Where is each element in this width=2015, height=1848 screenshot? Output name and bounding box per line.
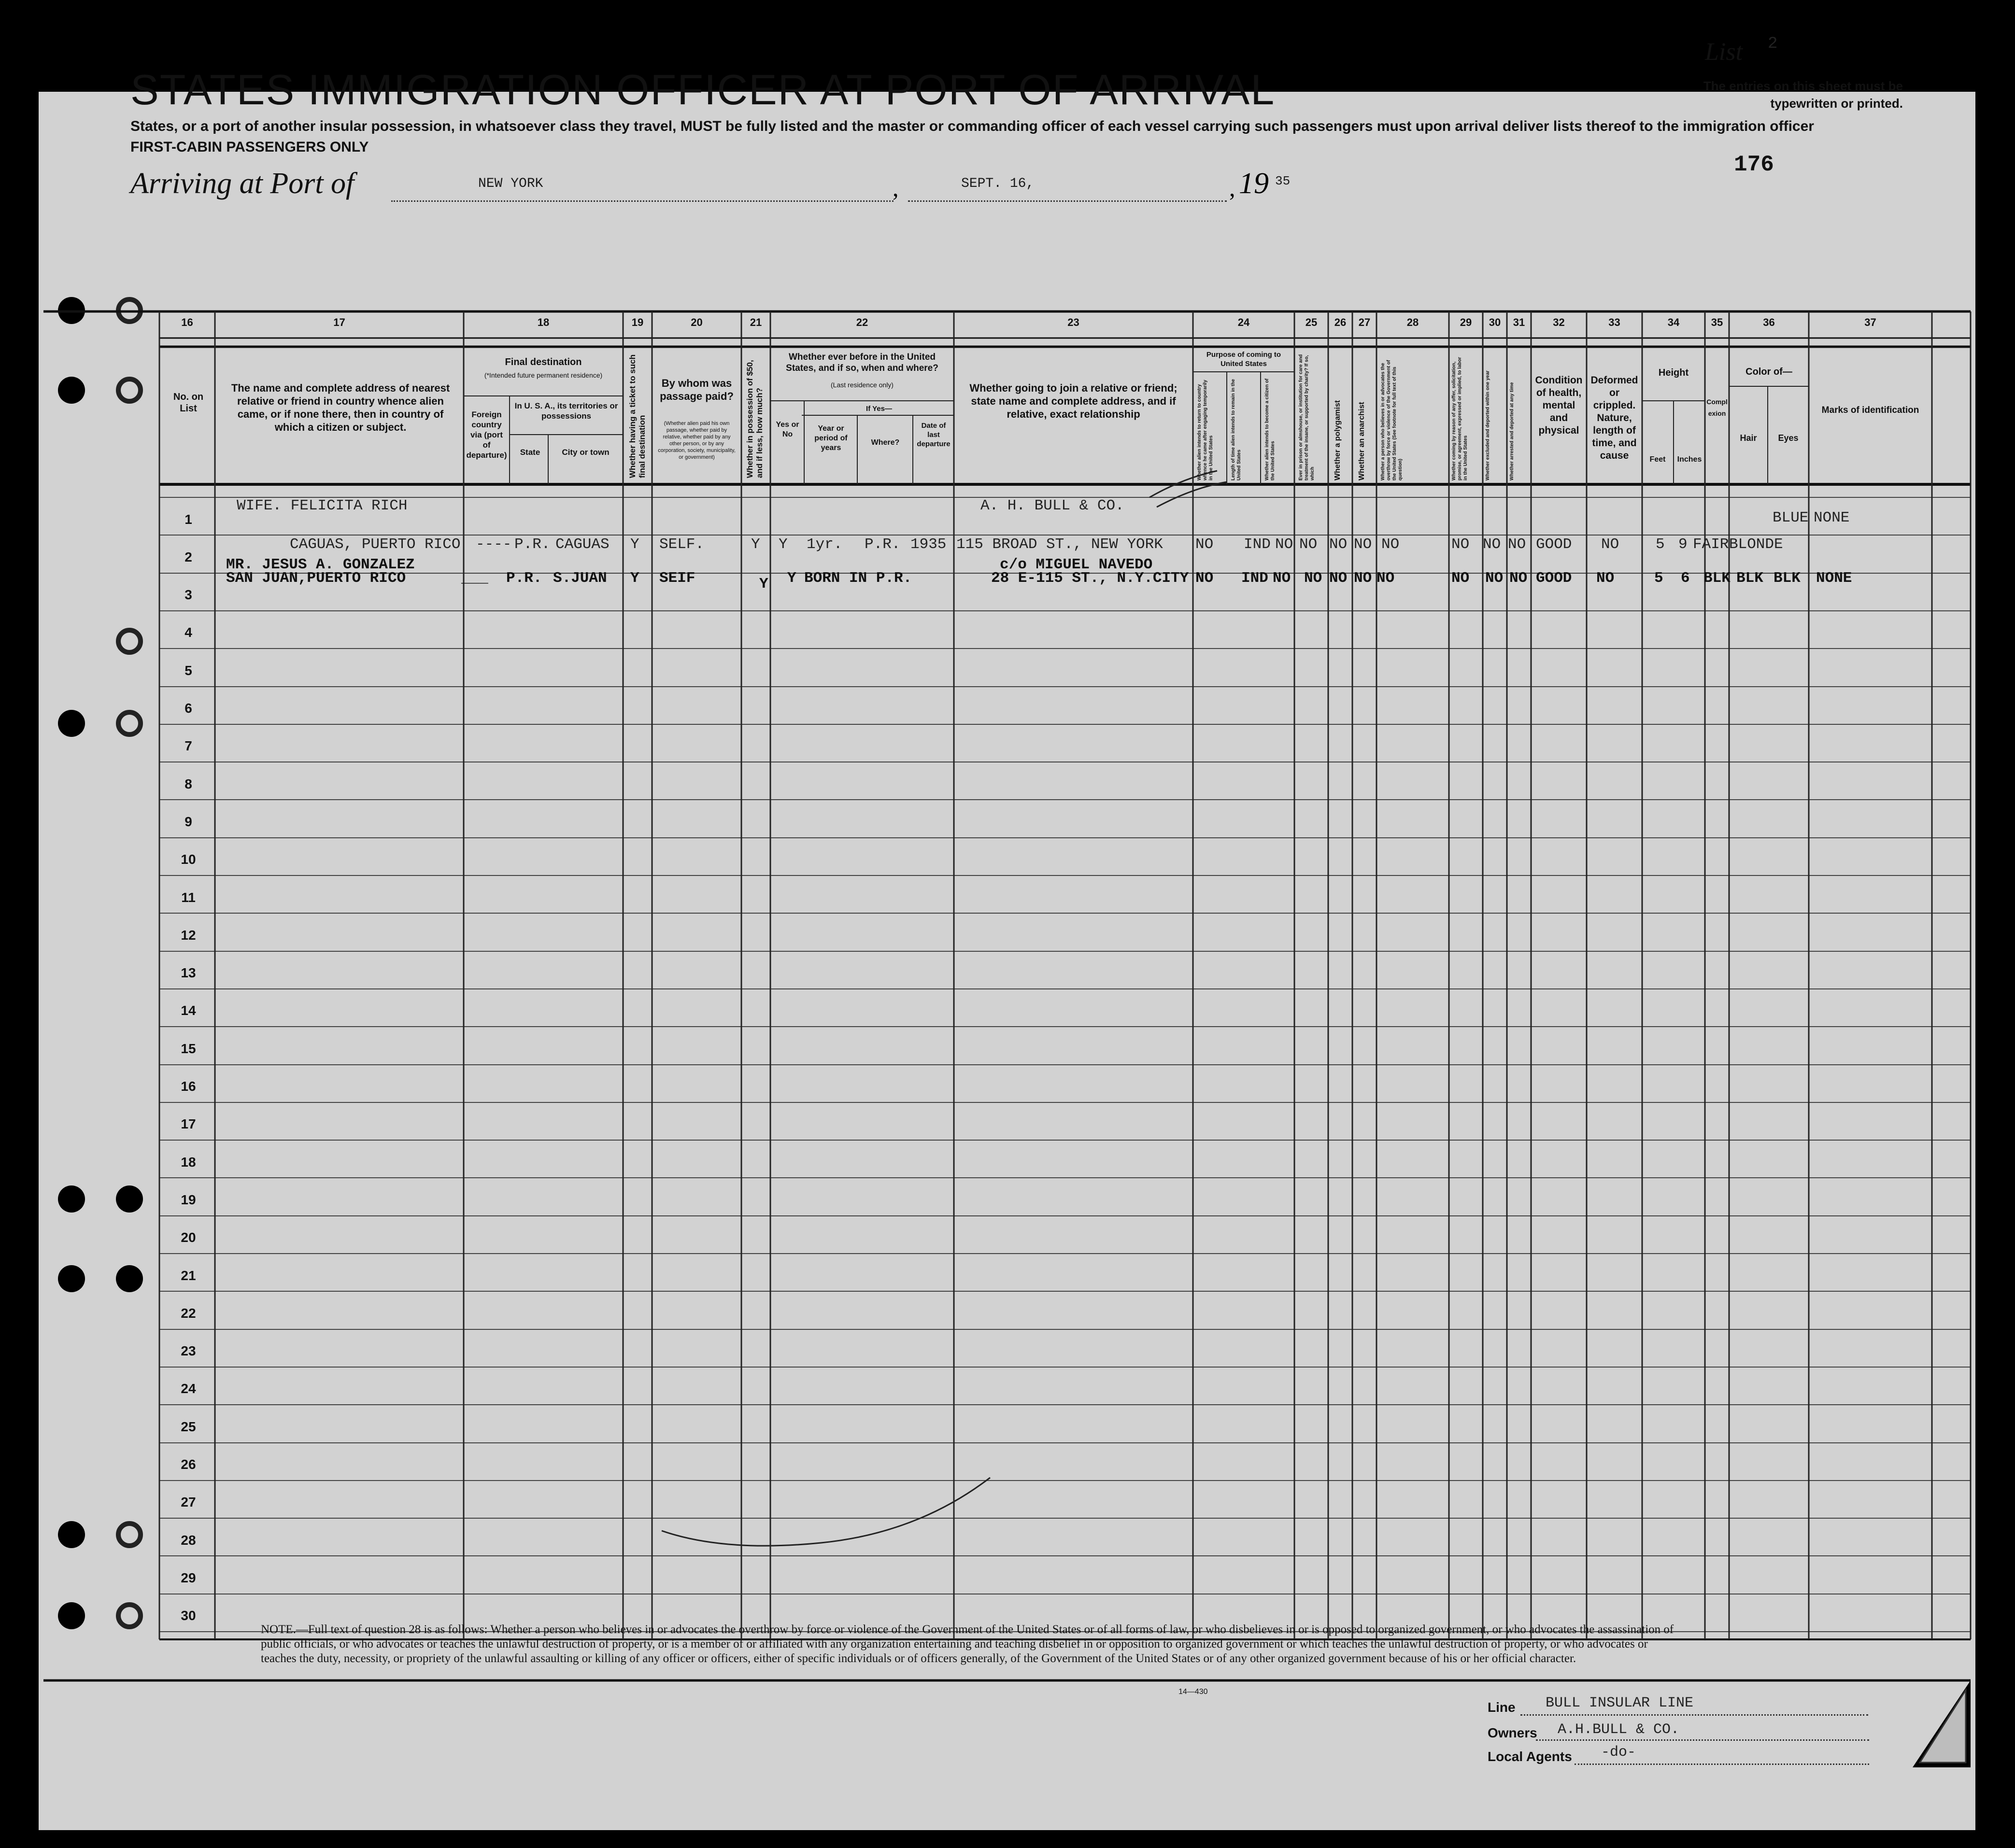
r1-city: CAGUAS xyxy=(555,536,610,553)
local-agents-value: -do- xyxy=(1601,1744,1636,1761)
row-number: 10 xyxy=(181,852,196,867)
r2-length-of-stay: IND xyxy=(1241,570,1268,587)
r1-relative-name: WIFE. FELICITA RICH xyxy=(237,497,408,514)
r1-anarchist: NO xyxy=(1354,536,1372,553)
r2-polygamist: NO xyxy=(1329,570,1348,587)
r2-intends-return: NO xyxy=(1195,570,1214,587)
row-number: 5 xyxy=(184,663,192,678)
col-number-33: 33 xyxy=(1608,316,1620,328)
header-passage-paid-sub: (Whether alien paid his own passage, whether paid by relative, whether paid by any other person, or by any corporation, society, municipality, or government) xyxy=(658,421,736,460)
header-nearest-relative: The name and complete address of nearest relative or friend in country whence alien came, or if none there, then in country of which a citizen or subject. xyxy=(231,382,450,433)
field-comma: , xyxy=(1229,174,1235,201)
header-where: Where? xyxy=(871,438,900,447)
owners-field xyxy=(1536,1737,1869,1741)
header-final-destination-sub: (*Intended future permanent residence) xyxy=(484,371,603,379)
page-title: STATES IMMIGRATION OFFICER AT PORT OF ARRIVAL xyxy=(130,66,1276,113)
header-deformed: Deformed or crippled. Nature, length of time, and cause xyxy=(1590,375,1638,461)
row-number: 14 xyxy=(181,1003,196,1018)
r1-intends-citizen: NO xyxy=(1275,536,1293,553)
r1-complexion: FAIR xyxy=(1693,536,1729,553)
r2-intends-citizen: NO xyxy=(1273,570,1291,587)
header-q31: Whether arrested and deported at any time xyxy=(1509,382,1515,480)
r2-q29: NO xyxy=(1451,570,1470,587)
r2-join-name: c/o MIGUEL NAVEDO xyxy=(1000,556,1153,573)
r1-marks: NONE xyxy=(1814,509,1850,526)
r1-hair: BLONDE xyxy=(1729,536,1783,553)
arriving-label: Arriving at Port of xyxy=(130,167,355,200)
row-number: 27 xyxy=(181,1495,196,1509)
r2-q30: NO xyxy=(1485,570,1504,587)
col-number-29: 29 xyxy=(1460,316,1472,328)
header-ticket: Whether having a ticket to such final destination xyxy=(628,354,647,478)
header-q30: Whether excluded and deported within one year xyxy=(1485,370,1490,480)
row-number: 8 xyxy=(184,776,192,791)
row-number: 26 xyxy=(181,1457,196,1472)
r2-q28: NO xyxy=(1376,570,1395,587)
r1-foreign-country: ---- xyxy=(476,536,512,553)
row-number: 13 xyxy=(181,965,196,980)
r2-eyes: BLK xyxy=(1774,570,1801,587)
col-number-24: 24 xyxy=(1237,316,1250,328)
r2-feet: 5 xyxy=(1654,570,1663,587)
r1-intends-return: NO xyxy=(1195,536,1214,553)
first-cabin-label: FIRST-CABIN PASSENGERS ONLY xyxy=(130,139,369,155)
header-foreign-country: Foreign country via (port of departure) xyxy=(466,410,507,460)
r2-relative-name: MR. JESUS A. GONZALEZ xyxy=(226,556,415,573)
row-number: 21 xyxy=(181,1268,196,1283)
r2-hair: BLK xyxy=(1736,570,1763,587)
header-anarchist: Whether an anarchist xyxy=(1358,402,1366,480)
sheet-number: 176 xyxy=(1734,152,1774,177)
header-last-residence: (Last residence only) xyxy=(831,381,894,389)
row-number: 19 xyxy=(181,1192,196,1207)
field-comma: , xyxy=(893,174,899,201)
date-field xyxy=(908,196,1227,202)
year-suffix: 35 xyxy=(1275,174,1291,188)
header-polygamist: Whether a polygamist xyxy=(1334,400,1342,480)
r2-foreign-country: ___ xyxy=(461,570,488,587)
header-date-departure: Date of last departure xyxy=(917,422,951,448)
intro-text: States, or a port of another insular possession, in whatsoever class they travel, MUST be fully listed and the master or commanding officer of each vessel carrying such passengers must upon arrival deliver lists thereof to the immigration officer xyxy=(130,118,1814,134)
col-number-25: 25 xyxy=(1305,316,1318,328)
r1-health: GOOD xyxy=(1536,536,1572,553)
list-number: 2 xyxy=(1768,35,1778,53)
row-number: 6 xyxy=(184,701,192,716)
year-prefix: 19 xyxy=(1239,167,1269,200)
row-number: 20 xyxy=(181,1230,196,1245)
col-number-34: 34 xyxy=(1667,316,1680,328)
row-number: 30 xyxy=(181,1608,196,1623)
header-intends-return: Whether alien intends to return to country whence he came after engaging temporarily in the United States xyxy=(1197,380,1214,480)
r2-complexion: BLK xyxy=(1703,570,1731,587)
row-number: 12 xyxy=(181,928,196,943)
header-marks: Marks of identification xyxy=(1821,405,1919,415)
col-number-31: 31 xyxy=(1513,316,1525,328)
header-q29: Whether coming by reason of any offer, solicitation, promise, or agreement, expressed or implied, to labor in the United States xyxy=(1451,357,1468,480)
row-number: 23 xyxy=(181,1343,196,1358)
r1-before: Y xyxy=(779,536,788,553)
r1-q29: NO xyxy=(1451,536,1470,553)
header-if-yes: If Yes— xyxy=(866,405,892,413)
row-number: 2 xyxy=(184,550,192,564)
r1-inches: 9 xyxy=(1678,536,1688,553)
r2-join-address: 28 E-115 ST., N.Y.CITY xyxy=(991,570,1189,587)
r1-deformed: NO xyxy=(1601,536,1619,553)
owners-label: Owners xyxy=(1488,1725,1537,1740)
r1-eyes: BLUE xyxy=(1773,509,1809,526)
r2-born-in: BORN IN P.R. xyxy=(804,570,912,587)
torn-corner xyxy=(1893,1680,1971,1767)
r1-passage-paid: SELF. xyxy=(659,536,705,553)
row-number: 1 xyxy=(184,512,192,527)
line-field xyxy=(1520,1712,1868,1716)
header-ever-before: Whether ever before in the United States, and if so, when and where? xyxy=(786,352,938,373)
col-number-26: 26 xyxy=(1334,316,1347,328)
header-fifty-dollars: Whether in possession of $50, and if less, how much? xyxy=(745,360,764,478)
row-number: 25 xyxy=(181,1419,196,1434)
line-label: Line xyxy=(1488,1700,1516,1715)
r2-before: Y xyxy=(787,570,796,587)
header-health: Condition of health, mental and physical xyxy=(1535,375,1583,436)
r1-prison: NO xyxy=(1299,536,1318,553)
header-year: Year or period of years xyxy=(814,424,848,452)
col-number-35: 35 xyxy=(1711,316,1723,328)
r2-health: GOOD xyxy=(1536,570,1572,587)
r1-polygamist: NO xyxy=(1329,536,1348,553)
header-state: State xyxy=(520,448,540,457)
col-number-21: 21 xyxy=(750,316,762,328)
list-label: List xyxy=(1705,38,1743,66)
header-length-of-time: Length of time alien intends to remain in the United States xyxy=(1231,379,1242,480)
col-number-17: 17 xyxy=(333,316,345,328)
col-number-37: 37 xyxy=(1864,316,1876,328)
form-number: 14—430 xyxy=(1178,1688,1208,1696)
r2-anarchist: NO xyxy=(1354,570,1372,587)
col-number-36: 36 xyxy=(1763,316,1775,328)
local-agents-label: Local Agents xyxy=(1488,1749,1572,1764)
r2-money: Y xyxy=(759,576,768,592)
r2-q31: NO xyxy=(1509,570,1528,587)
port-value: NEW YORK xyxy=(478,176,543,191)
header-intends-citizen: Whether alien intends to become a citizen of the United States xyxy=(1264,378,1276,480)
header-purpose: Purpose of coming to United States xyxy=(1206,351,1281,368)
typewritten-note: The entries on this sheet must be typewritten or printed. xyxy=(1703,79,1903,111)
header-hair: Hair xyxy=(1740,433,1757,443)
col-number-32: 32 xyxy=(1553,316,1565,328)
r1-where: P.R. xyxy=(865,536,901,553)
header-height: Height xyxy=(1658,367,1689,378)
r1-join-address: 115 BROAD ST., NEW YORK xyxy=(956,536,1163,553)
header-prison: Ever in prison or almshouse, or institution for care and treatment of the insane, or supported by charity? If so, which xyxy=(1298,354,1315,480)
col-number-20: 20 xyxy=(691,316,703,328)
owners-value: A.H.BULL & CO. xyxy=(1558,1721,1680,1738)
header-eyes: Eyes xyxy=(1778,433,1799,443)
header-feet: Feet xyxy=(1649,455,1666,464)
col-number-22: 22 xyxy=(856,316,868,328)
r2-deformed: NO xyxy=(1596,570,1615,587)
col-number-28: 28 xyxy=(1406,316,1419,328)
r2-prison: NO xyxy=(1304,570,1322,587)
header-q28: Whether a person who believes in or advocates the overthrow by force or violence of the Government of the United States (See footnote for full text of this question) xyxy=(1380,360,1403,480)
r2-inches: 6 xyxy=(1681,570,1690,587)
header-passage-paid: By whom was passage paid? xyxy=(660,377,734,402)
col-number-18: 18 xyxy=(537,316,550,328)
r2-passage-paid: SEIF xyxy=(659,570,695,587)
date-value: SEPT. 16, xyxy=(961,176,1035,191)
row-number: 15 xyxy=(181,1041,196,1056)
col-number-30: 30 xyxy=(1489,316,1501,328)
local-agents-field xyxy=(1575,1762,1869,1765)
row-number: 7 xyxy=(184,738,192,753)
r2-marks: NONE xyxy=(1816,570,1852,587)
r1-q28: NO xyxy=(1381,536,1400,553)
row-number: 17 xyxy=(181,1116,196,1131)
r1-q31: NO xyxy=(1508,536,1526,553)
r1-length-of-stay: IND xyxy=(1244,536,1271,553)
row-number: 11 xyxy=(181,890,196,905)
header-complexion: Complexion xyxy=(1706,398,1728,417)
col-number-27: 27 xyxy=(1358,316,1371,328)
port-field xyxy=(391,196,894,202)
header-yes-no: Yes or No xyxy=(776,421,799,438)
header-no-on-list: No. on List xyxy=(173,392,204,414)
r2-state: P.R. xyxy=(506,570,542,587)
row-number: 3 xyxy=(184,587,192,602)
header-city: City or town xyxy=(562,448,610,457)
header-final-destination: Final destination xyxy=(505,357,582,367)
header-inches: Inches xyxy=(1677,455,1702,464)
header-going-to-join: Whether going to join a relative or friend; state name and complete address, and if relative, exact relationship xyxy=(969,382,1178,420)
col-number-16: 16 xyxy=(181,316,193,328)
row-number: 24 xyxy=(181,1381,196,1396)
header-in-usa: In U. S. A., its territories or possessions xyxy=(514,401,618,421)
r2-relative-address: SAN JUAN,PUERTO RICO xyxy=(226,570,406,587)
row-number: 29 xyxy=(181,1570,196,1585)
r1-years: 1yr. xyxy=(807,536,843,553)
r1-join-name: A. H. BULL & CO. xyxy=(980,497,1124,514)
row-number: 4 xyxy=(184,625,192,640)
r1-state: P.R. xyxy=(514,536,551,553)
r1-relative-address: CAGUAS, PUERTO RICO xyxy=(290,536,461,553)
header-color-of: Color of— xyxy=(1745,367,1792,377)
r2-ticket: Y xyxy=(630,570,639,587)
row-number: 28 xyxy=(181,1533,196,1548)
col-number-23: 23 xyxy=(1067,316,1079,328)
r2-city: S.JUAN xyxy=(553,570,607,587)
row-number: 22 xyxy=(181,1306,196,1321)
r1-feet: 5 xyxy=(1656,536,1665,553)
row-number: 9 xyxy=(184,814,192,829)
col-number-19: 19 xyxy=(631,316,644,328)
row-number: 16 xyxy=(181,1079,196,1094)
row-number: 18 xyxy=(181,1155,196,1170)
r1-q30: NO xyxy=(1483,536,1501,553)
line-value: BULL INSULAR LINE xyxy=(1546,1695,1694,1711)
r1-departure-date: 1935 xyxy=(910,536,947,553)
r1-money: Y xyxy=(751,536,760,553)
r1-ticket: Y xyxy=(630,536,639,553)
footnote-question-28: NOTE.—Full text of question 28 is as follows: Whether a person who believes in or advocates the overthrow by force or violence of the Government of the United States or of all forms of law, or who disbelieves in or is opposed to organized government, or who advocates the assassination of public officials, or who advocates or teaches the unlawful destruction of property, or is a member of or affiliated with any organization entertaining and teaching disbelief in or opposition to organized government or which teaches the unlawful destruction of property, or who advocates or teaches the duty, necessity, or propriety of the unlawful assaulting or killing of any officer or officers, either of specific individuals or of officers generally, of the Government of the United States or of any other organized government because of his or her official character. xyxy=(261,1623,1674,1665)
